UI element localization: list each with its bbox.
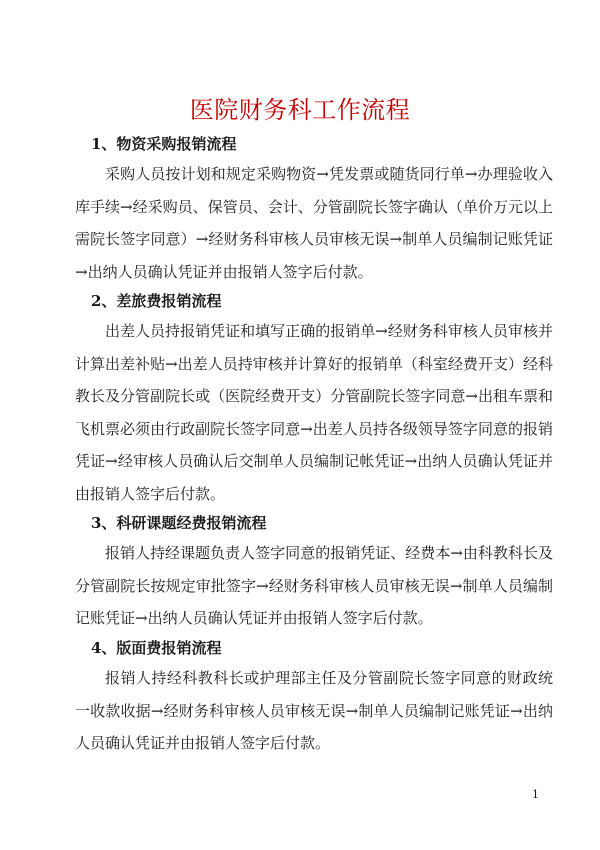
section-heading-3: 3、科研课题经费报销流程: [91, 514, 267, 532]
section-body-1: 采购人员按计划和规定采购物资→凭发票或随货同行单→办理验收入库手续→经采购员、保管员、会计、分管副院长签字确认（单价万元以上需院长签字同意）→经财务科审核人员审核无误→制单人员编制记账凭证→出纳人员确认凭证并由报销人签字后付款。: [75, 165, 553, 281]
section-heading-1: 1、物资采购报销流程: [91, 135, 237, 153]
section-heading-4: 4、版面费报销流程: [91, 639, 222, 657]
section-heading-2: 2、差旅费报销流程: [91, 292, 222, 310]
section-body-3: 报销人持经课题负责人签字同意的报销凭证、经费本→由科教科长及分管副院长按规定审批签字→经财务科审核人员审核无误→制单人员编制记账凭证→出纳人员确认凭证并由报销人签字后付款。: [75, 544, 553, 627]
document-title: 医院财务科工作流程: [189, 96, 411, 124]
section-body-2: 出差人员持报销凭证和填写正确的报销单→经财务科审核人员审核并计算出差补贴→出差人员持审核并计算好的报销单（科室经费开支）经科教长及分管副院长或（医院经费开支）分管副院长签字同意→出租车票和飞机票必须由行政副院长签字同意→出差人员持各级领导签字同意的报销凭证→经审核人员确认后交制单人员编制记帐凭证→出纳人员确认凭证并由报销人签字后付款。: [75, 322, 553, 503]
page-number: 1: [532, 788, 539, 801]
section-body-4: 报销人持经科教科长或护理部主任及分管副院长签字同意的财政统一收款收据→经财务科审核人员审核无误→制单人员编制记账凭证→出纳人员确认凭证并由报销人签字后付款。: [75, 669, 553, 752]
